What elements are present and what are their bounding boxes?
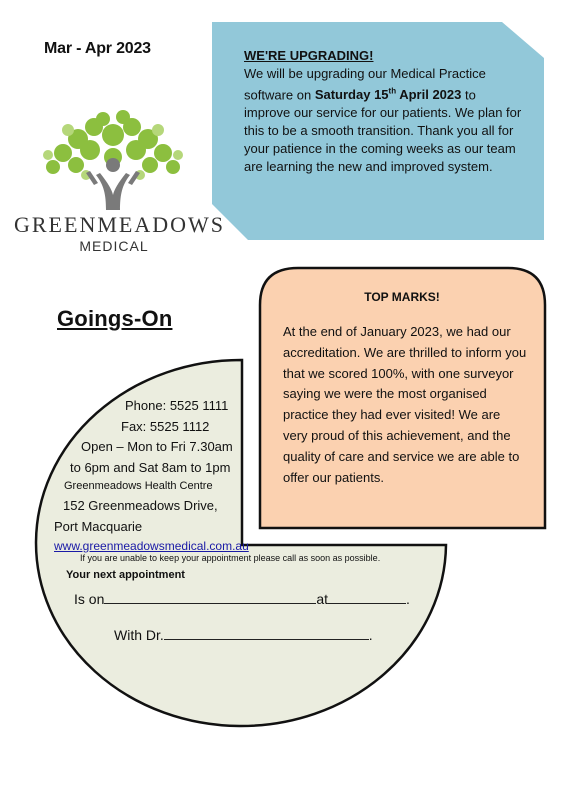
goings-on-heading: Goings-On xyxy=(57,306,173,331)
top-marks-title: TOP MARKS! xyxy=(364,290,440,304)
opening-hours-line-2: to 6pm and Sat 8am to 1pm xyxy=(70,460,231,475)
upgrade-text-2: to improve our service for our patients. We plan for this to be a smooth transition. Thank you all for your patience in the coming weeks as our team are learning the new and improved system. xyxy=(244,87,522,175)
street-address: 152 Greenmeadows Drive, xyxy=(63,498,218,513)
appointment-date-row: Is on at . xyxy=(74,591,410,607)
town: Port Macquarie xyxy=(54,519,143,534)
with-dr-label: With Dr. xyxy=(114,627,164,643)
phone-number: Phone: 5525 1111 xyxy=(125,398,229,413)
fax-number: Fax: 5525 1112 xyxy=(121,419,210,434)
at-label: at xyxy=(316,591,329,607)
logo-wordmark: GREENMEADOWS xyxy=(14,212,225,237)
is-on-label: Is on xyxy=(74,591,105,607)
issue-date: Mar - Apr 2023 xyxy=(44,40,151,57)
cancellation-note: If you are unable to keep your appointment please call as soon as possible. xyxy=(80,553,381,563)
website-link[interactable]: www.greenmeadowsmedical.com.au xyxy=(54,539,249,553)
upgrade-date-suffix: th xyxy=(388,87,397,96)
upgrade-date-rest: April 2023 xyxy=(396,87,462,103)
logo-subtitle: MEDICAL xyxy=(79,238,149,254)
opening-hours-line-1: Open – Mon to Fri 7.30am xyxy=(81,439,233,454)
centre-name: Greenmeadows Health Centre xyxy=(64,480,213,492)
next-appointment-label: Your next appointment xyxy=(66,569,185,581)
upgrade-text-1: We will be upgrading our Medical Practice software on xyxy=(244,66,486,103)
doctor-row: With Dr. . xyxy=(114,627,373,643)
top-marks-body: At the end of January 2023, we had our accreditation. We are thrilled to inform you that we scored 100%, with one surveyor saying we were the most organised practice they had ever visited! We are very proud of this achievement, and the quality of care and service we are able to offer our patients. xyxy=(283,324,527,485)
upgrade-date-day: Saturday 15 xyxy=(314,87,389,103)
upgrade-title: WE'RE UPGRADING! xyxy=(244,48,374,63)
